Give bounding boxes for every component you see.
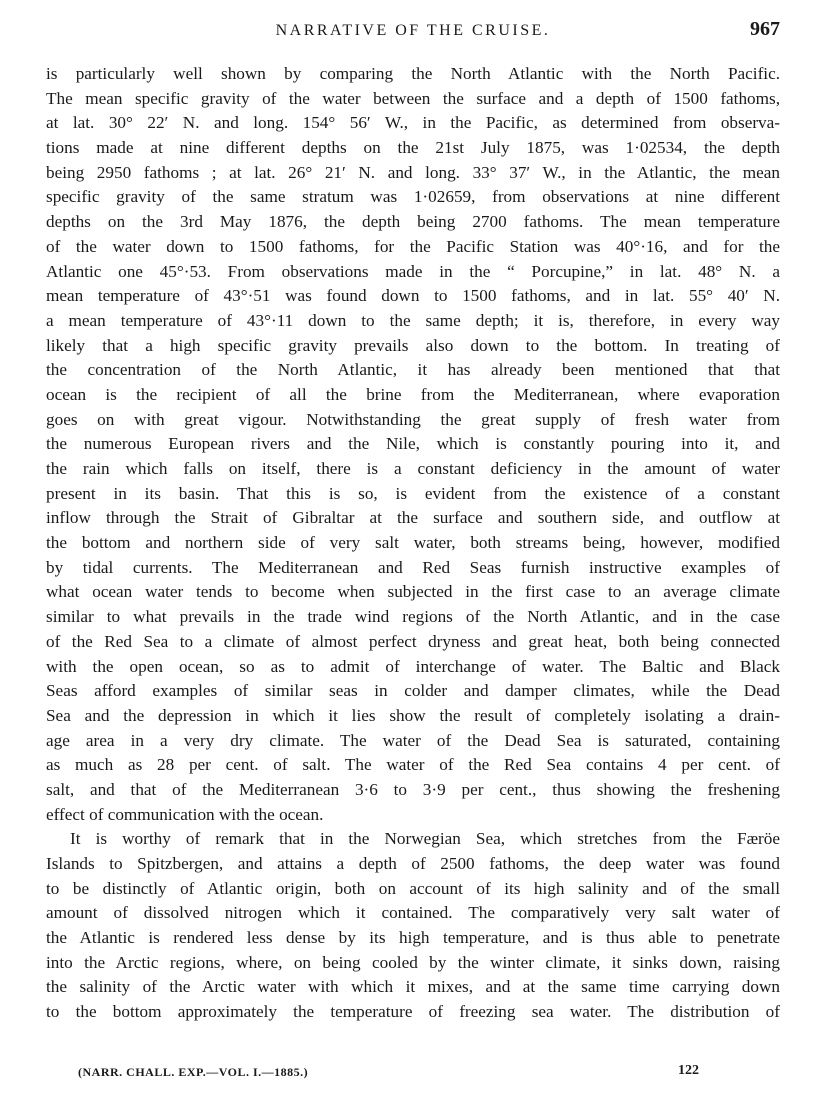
text-line: likely that a high specific gravity prevails also down to the bottom. In treating of (46, 335, 780, 355)
running-head (46, 18, 780, 44)
text-line: the numerous European rivers and the Nile, which is constantly pouring into it, and (46, 434, 780, 454)
text-line: effect of communication with the ocean. (46, 804, 324, 824)
paragraph-1 (46, 62, 780, 827)
text-line: at lat. 30° 22′ N. and long. 154° 56′ W., in the Pacific, as determined from observa- (46, 113, 780, 133)
text-line: similar to what prevails in the trade wind regions of the North Atlantic, and in the case (46, 607, 780, 627)
text-line: with the open ocean, so as to admit of interchange of water. The Baltic and Black (46, 656, 780, 676)
text-line: specific gravity of the same stratum was 1·02659, from observations at nine different (46, 187, 780, 207)
paragraph-2 (46, 827, 780, 1025)
text-line: present in its basin. That this is so, is evident from the existence of a constant (46, 483, 780, 503)
text-line: is particularly well shown by comparing the North Atlantic with the North Pacific. (46, 64, 780, 83)
text-line: tions made at nine different depths on the 21st July 1875, was 1·02534, the depth (46, 138, 780, 158)
text-line: by tidal currents. The Mediterranean and Red Seas furnish instructive examples of (46, 557, 780, 577)
text-line: depths on the 3rd May 1876, the depth being 2700 fathoms. The mean temperature (46, 212, 780, 232)
text-line: the concentration of the North Atlantic, it has already been mentioned that that (46, 360, 780, 380)
page-number: 967 (750, 18, 780, 40)
body-text (46, 62, 780, 1025)
text-line: Sea and the depression in which it lies show the result of completely isolating a drain- (46, 705, 780, 725)
text-line: salt, and that of the Mediterranean 3·6 to 3·9 per cent., thus showing the freshening (46, 779, 780, 799)
text-line: The mean specific gravity of the water between the surface and a depth of 1500 fathoms, (46, 88, 780, 108)
text-line: into the Arctic regions, where, on being cooled by the winter climate, it sinks down, raising (46, 952, 780, 972)
text-line: the Atlantic is rendered less dense by its high temperature, and is thus able to penetrate (46, 928, 780, 948)
text-line: of the water down to 1500 fathoms, for the Pacific Station was 40°·16, and for the (46, 236, 780, 256)
text-line: a mean temperature of 43°·11 down to the same depth; it is, therefore, in every way (46, 310, 780, 330)
text-line: It is worthy of remark that in the Norwegian Sea, which stretches from the Færöe (70, 829, 780, 849)
text-line: Atlantic one 45°·53. From observations made in the “ Porcupine,” in lat. 48° N. a (46, 261, 780, 281)
running-title: NARRATIVE OF THE CRUISE. (275, 22, 551, 39)
text-line: amount of dissolved nitrogen which it contained. The comparatively very salt water of (46, 903, 780, 923)
text-line: as much as 28 per cent. of salt. The water of the Red Sea contains 4 per cent. of (46, 755, 780, 775)
text-line: ocean is the recipient of all the brine from the Mediterranean, where evaporation (46, 384, 780, 404)
signature-number: 122 (678, 1063, 699, 1078)
signature-note: (NARR. CHALL. EXP.—VOL. I.—1885.) (78, 1065, 309, 1079)
text-line: goes on with great vigour. Notwithstanding the great supply of fresh water from (46, 409, 780, 429)
page-footer (46, 1062, 780, 1086)
text-line: to the bottom approximately the temperature of freezing sea water. The distribution of (46, 1002, 780, 1022)
text-line: inflow through the Strait of Gibraltar at the surface and southern side, and outflow at (46, 508, 780, 528)
text-line: age area in a very dry climate. The water of the Dead Sea is saturated, containing (46, 730, 780, 750)
text-line: Islands to Spitzbergen, and attains a depth of 2500 fathoms, the deep water was found (46, 854, 780, 873)
text-line: to be distinctly of Atlantic origin, both on account of its high salinity and of the small (46, 878, 780, 898)
text-line: of the Red Sea to a climate of almost perfect dryness and great heat, both being connected (46, 631, 780, 651)
text-line: the salinity of the Arctic water with which it mixes, and at the same time carrying down (46, 977, 780, 997)
text-line: the bottom and northern side of very salt water, both streams being, however, modified (46, 533, 780, 553)
text-line: Seas afford examples of similar seas in colder and damper climates, while the Dead (46, 681, 780, 701)
text-line: what ocean water tends to become when subjected in the first case to an average climate (46, 582, 780, 602)
text-line: being 2950 fathoms ; at lat. 26° 21′ N. and long. 33° 37′ W., in the Atlantic, the mean (46, 162, 780, 182)
text-line: mean temperature of 43°·51 was found down to 1500 fathoms, and in lat. 55° 40′ N. (46, 286, 780, 306)
text-line: the rain which falls on itself, there is a constant deficiency in the amount of water (46, 459, 780, 478)
